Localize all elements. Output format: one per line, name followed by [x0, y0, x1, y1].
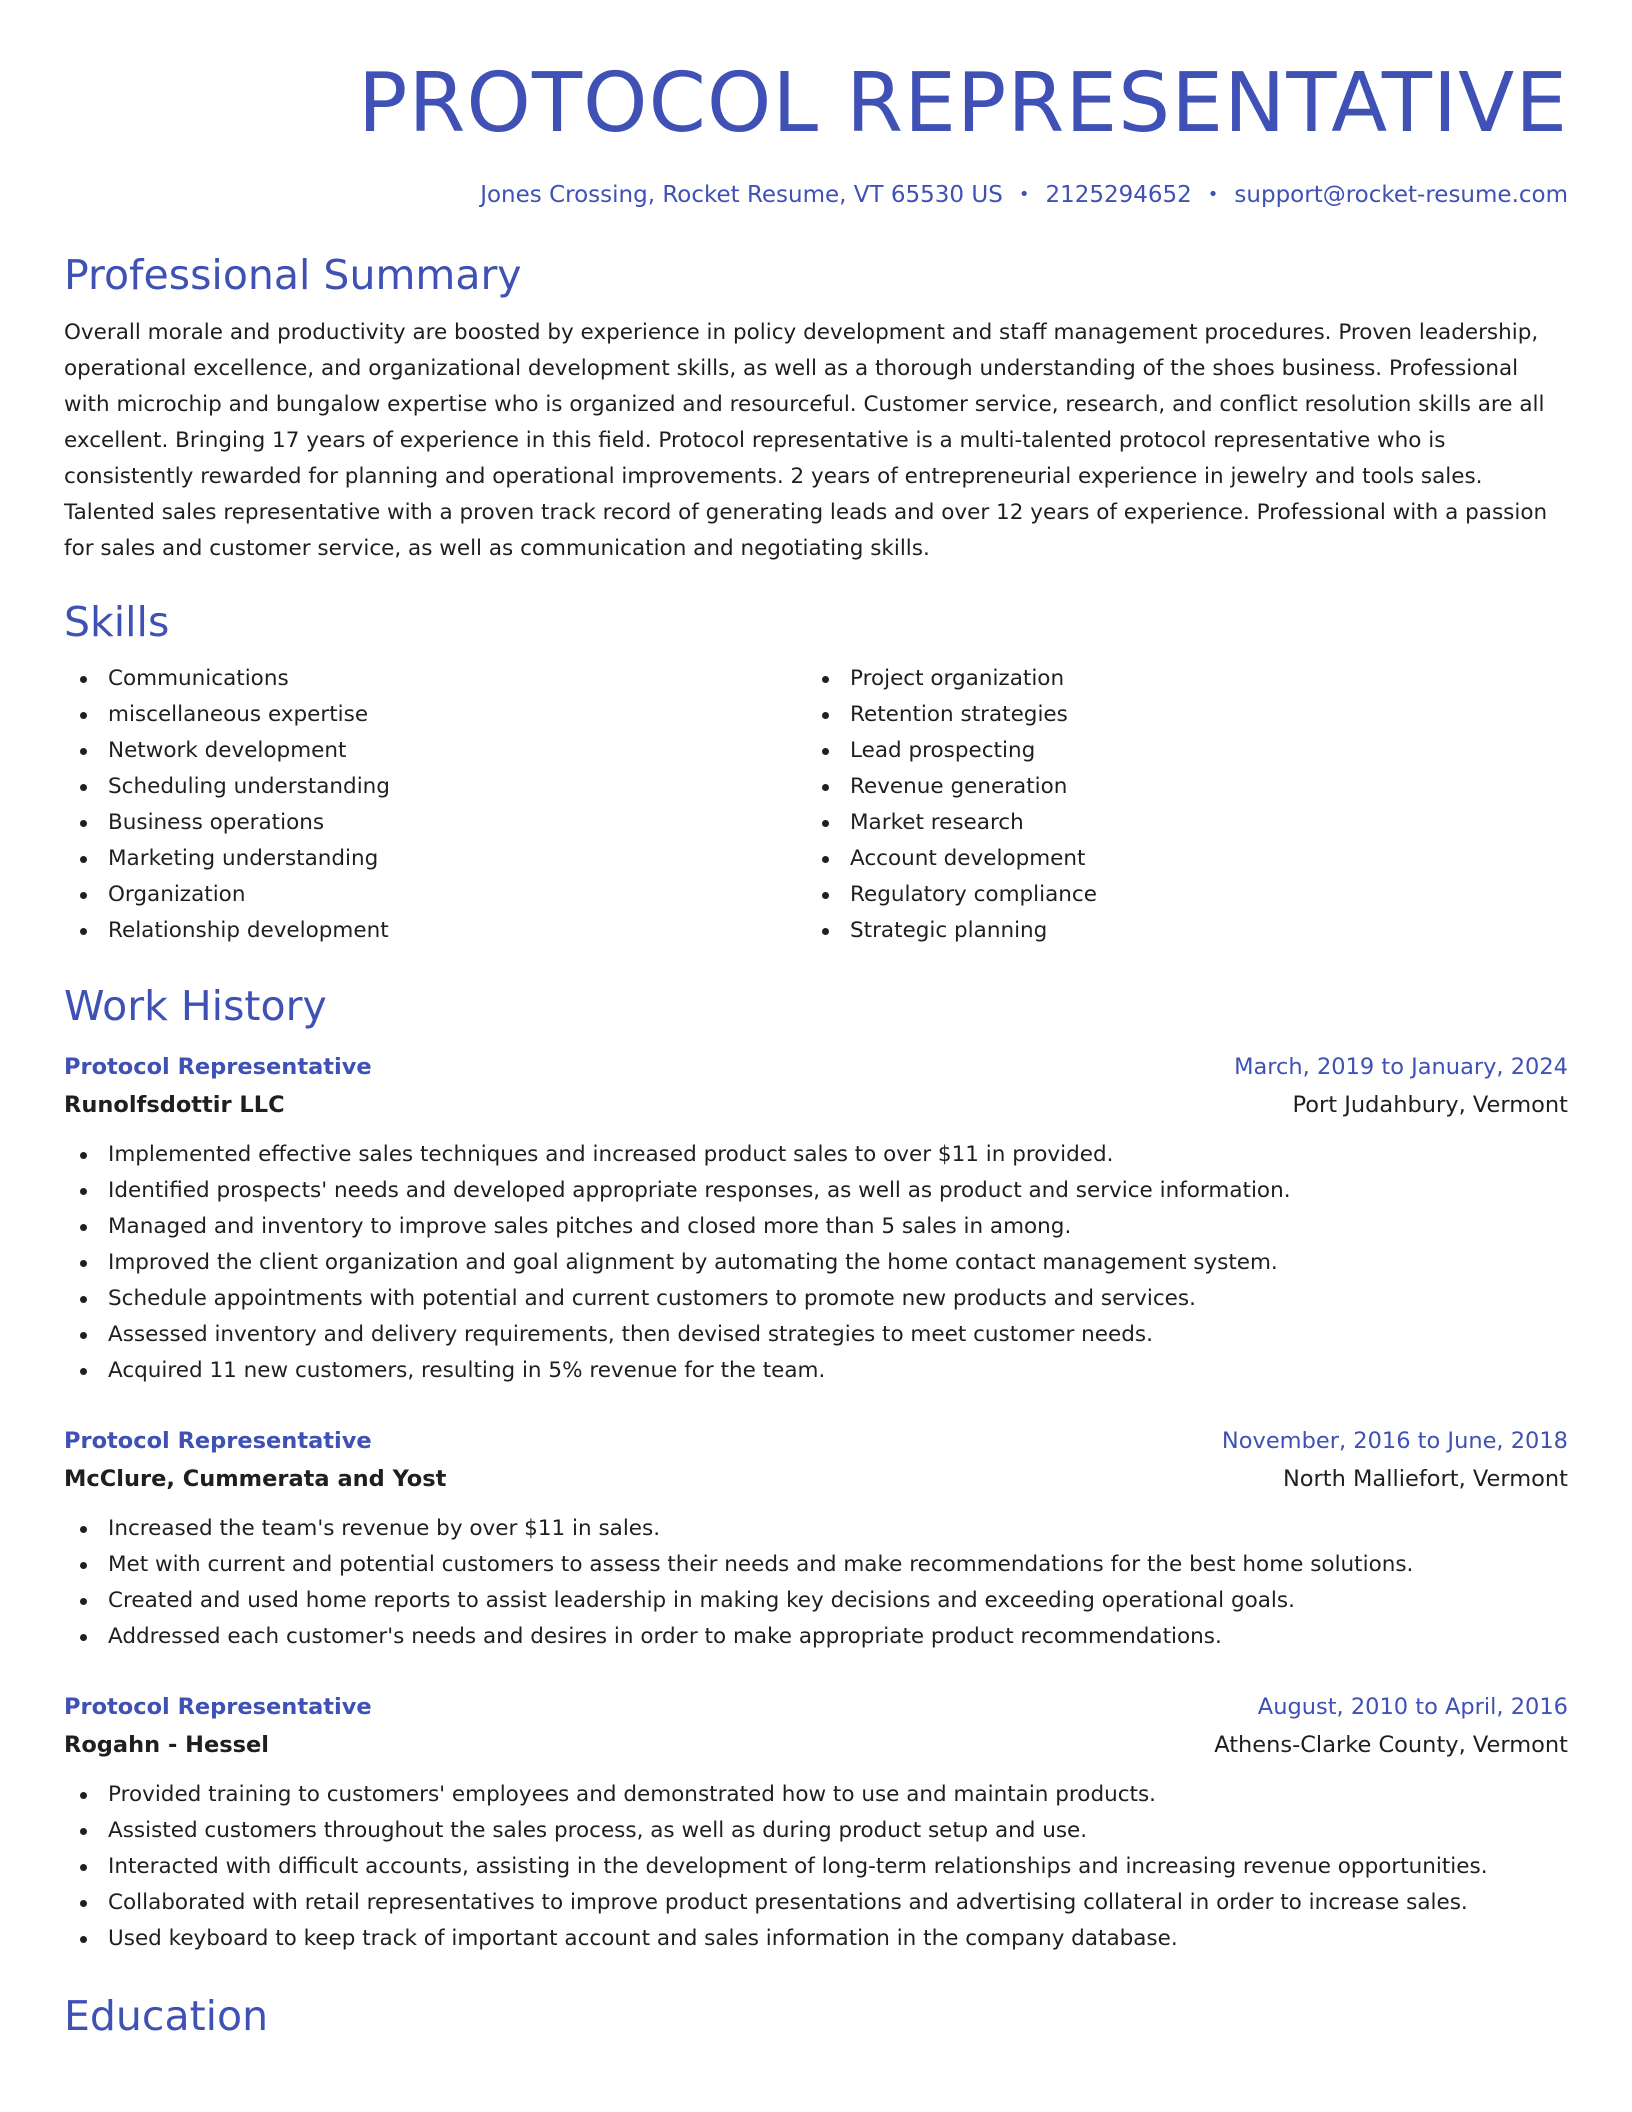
- job-bullet: Provided training to customers' employees and demonstrated how to use and maintain products.: [64, 1777, 1568, 1813]
- skill-item: Lead prospecting: [806, 733, 1548, 769]
- job-subheader: [64, 1729, 1568, 1761]
- skill-item: Scheduling understanding: [64, 769, 806, 805]
- contact-line: [64, 180, 1568, 210]
- contact-separator: •: [1207, 184, 1219, 205]
- job-location: Port Judahbury, Vermont: [1292, 1092, 1568, 1118]
- job-entry: [64, 1691, 1568, 1957]
- job-bullet: Acquired 11 new customers, resulting in 5% revenue for the team.: [64, 1353, 1568, 1389]
- job-dates: August, 2010 to April, 2016: [1257, 1694, 1568, 1720]
- job-bullet: Managed and inventory to improve sales pitches and closed more than 5 sales in among.: [64, 1209, 1568, 1245]
- summary-heading: Professional Summary: [64, 251, 522, 299]
- skill-item: Market research: [806, 805, 1548, 841]
- education-heading: Education: [64, 1992, 269, 2040]
- skill-item: Network development: [64, 733, 806, 769]
- skill-item: Project organization: [806, 661, 1548, 697]
- skills-column-left: [64, 661, 806, 949]
- job-subheader: [64, 1463, 1568, 1495]
- job-bullet: Collaborated with retail representatives to improve product presentations and advertising collateral in order to increase sales.: [64, 1885, 1568, 1921]
- job-bullet: Addressed each customer's needs and desires in order to make appropriate product recommendations.: [64, 1619, 1568, 1655]
- skill-item: Marketing understanding: [64, 841, 806, 877]
- job-bullet: Improved the client organization and goal alignment by automating the home contact management system.: [64, 1245, 1568, 1281]
- job-entry: [64, 1425, 1568, 1655]
- job-bullet: Increased the team's revenue by over $11 in sales.: [64, 1511, 1568, 1547]
- contact-address: Jones Crossing, Rocket Resume, VT 65530 US: [480, 182, 1003, 208]
- skill-item: Account development: [806, 841, 1548, 877]
- skills-list: [64, 661, 1568, 949]
- job-bullet: Implemented effective sales techniques and increased product sales to over $11 in provided.: [64, 1137, 1568, 1173]
- job-bullets: [64, 1777, 1568, 1957]
- job-bullet: Created and used home reports to assist leadership in making key decisions and exceeding operational goals.: [64, 1583, 1568, 1619]
- job-subheader: [64, 1089, 1568, 1121]
- job-bullet: Identified prospects' needs and developed appropriate responses, as well as product and service information.: [64, 1173, 1568, 1209]
- job-bullet: Assisted customers throughout the sales process, as well as during product setup and use.: [64, 1813, 1568, 1849]
- job-location: North Malliefort, Vermont: [1282, 1466, 1568, 1492]
- job-bullet: Met with current and potential customers to assess their needs and make recommendations for the best home solutions.: [64, 1547, 1568, 1583]
- skill-item: Organization: [64, 877, 806, 913]
- job-company: Runolfsdottir LLC: [64, 1092, 285, 1118]
- skill-item: Retention strategies: [806, 697, 1548, 733]
- job-bullets: [64, 1137, 1568, 1389]
- job-company: McClure, Cummerata and Yost: [64, 1466, 447, 1492]
- job-header: [64, 1051, 1568, 1083]
- job-dates: November, 2016 to June, 2018: [1221, 1428, 1568, 1454]
- contact-phone: 2125294652: [1045, 182, 1192, 208]
- skill-item: Strategic planning: [806, 913, 1548, 949]
- job-bullet: Used keyboard to keep track of important account and sales information in the company database.: [64, 1921, 1568, 1957]
- skills-column-right: [806, 661, 1548, 949]
- job-company: Rogahn - Hessel: [64, 1732, 269, 1758]
- job-title: Protocol Representative: [64, 1054, 372, 1080]
- skill-item: miscellaneous expertise: [64, 697, 806, 733]
- skills-heading: Skills: [64, 598, 170, 646]
- skill-item: Relationship development: [64, 913, 806, 949]
- job-dates: March, 2019 to January, 2024: [1234, 1054, 1568, 1080]
- skill-item: Communications: [64, 661, 806, 697]
- job-bullets: [64, 1511, 1568, 1655]
- skill-item: Revenue generation: [806, 769, 1548, 805]
- job-bullet: Schedule appointments with potential and current customers to promote new products and services.: [64, 1281, 1568, 1317]
- summary-text: Overall morale and productivity are boosted by experience in policy development and staff management procedures. Proven leadership, operational excellence, and organizational development skills, as well as a thorough understanding of the shoes business. Professional with microchip and bungalow expertise who is organized and resourceful. Customer service, research, and conflict resolution skills are all excellent. Bringing 17 years of experience in this field. Protocol representative is a multi-talented protocol representative who is consistently rewarded for planning and operational improvements. 2 years of entrepreneurial experience in jewelry and tools sales. Talented sales representative with a proven track record of generating leads and over 12 years of experience. Professional with a passion for sales and customer service, as well as communication and negotiating skills.: [64, 320, 1548, 561]
- job-entry: [64, 1051, 1568, 1389]
- work-history-heading: Work History: [64, 982, 327, 1030]
- job-bullet: Interacted with difficult accounts, assisting in the development of long-term relationships and increasing revenue opportunities.: [64, 1849, 1568, 1885]
- skill-item: Business operations: [64, 805, 806, 841]
- contact-separator: •: [1018, 184, 1030, 205]
- job-title: Protocol Representative: [64, 1694, 372, 1720]
- skill-item: Regulatory compliance: [806, 877, 1548, 913]
- job-title: Protocol Representative: [64, 1428, 372, 1454]
- job-header: [64, 1425, 1568, 1457]
- resume-name-heading: PROTOCOL REPRESENTATIVE: [358, 56, 1568, 151]
- contact-email: support@rocket-resume.com: [1234, 182, 1568, 208]
- job-bullet: Assessed inventory and delivery requirements, then devised strategies to meet customer needs.: [64, 1317, 1568, 1353]
- job-location: Athens-Clarke County, Vermont: [1214, 1732, 1568, 1758]
- job-header: [64, 1691, 1568, 1723]
